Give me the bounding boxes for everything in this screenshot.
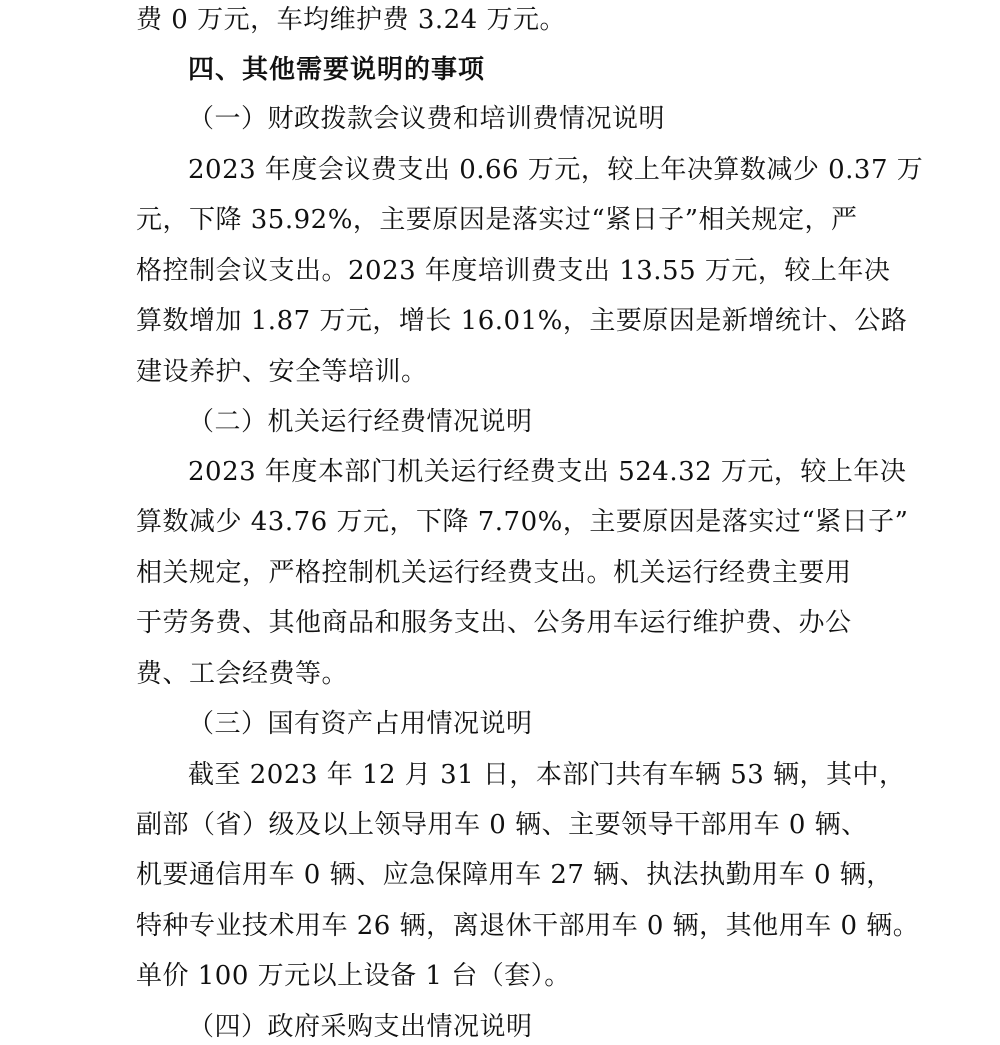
paragraph-line: 于劳务费、其他商品和服务支出、公务用车运行维护费、办公 — [136, 608, 852, 638]
paragraph-line: 元，下降 35.92%，主要原因是落实过“紧日子”相关规定，严 — [136, 205, 858, 235]
paragraph-line: 算数减少 43.76 万元，下降 7.70%，主要原因是落实过“紧日子” — [136, 507, 909, 537]
paragraph-line: 费 0 万元，车均维护费 3.24 万元。 — [136, 5, 566, 35]
subsection-heading: （一）财政拨款会议费和培训费情况说明 — [188, 104, 666, 134]
paragraph-line: 算数增加 1.87 万元，增长 16.01%，主要原因是新增统计、公路 — [136, 306, 908, 336]
paragraph-line: 副部（省）级及以上领导用车 0 辆、主要领导干部用车 0 辆、 — [136, 810, 868, 840]
subsection-heading: （二）机关运行经费情况说明 — [188, 407, 533, 437]
paragraph-line: 相关规定，严格控制机关运行经费支出。机关运行经费主要用 — [136, 558, 852, 588]
paragraph-line: 单价 100 万元以上设备 1 台（套）。 — [136, 961, 571, 991]
paragraph-line: 截至 2023 年 12 月 31 日，本部门共有车辆 53 辆，其中， — [188, 760, 906, 790]
paragraph-line: 2023 年度本部门机关运行经费支出 524.32 万元，较上年决 — [188, 457, 907, 487]
paragraph-line: 特种专业技术用车 26 辆，离退休干部用车 0 辆，其他用车 0 辆。 — [136, 911, 920, 941]
section-heading: 四、其他需要说明的事项 — [188, 55, 486, 85]
paragraph-line: 机要通信用车 0 辆、应急保障用车 27 辆、执法执勤用车 0 辆， — [136, 860, 893, 890]
paragraph-line: 格控制会议支出。2023 年度培训费支出 13.55 万元，较上年决 — [136, 256, 891, 286]
subsection-heading: （四）政府采购支出情况说明 — [188, 1012, 533, 1042]
subsection-heading: （三）国有资产占用情况说明 — [188, 709, 533, 739]
paragraph-line: 2023 年度会议费支出 0.66 万元，较上年决算数减少 0.37 万 — [188, 155, 924, 185]
paragraph-line: 费、工会经费等。 — [136, 659, 349, 689]
paragraph-line: 建设养护、安全等培训。 — [136, 357, 428, 387]
